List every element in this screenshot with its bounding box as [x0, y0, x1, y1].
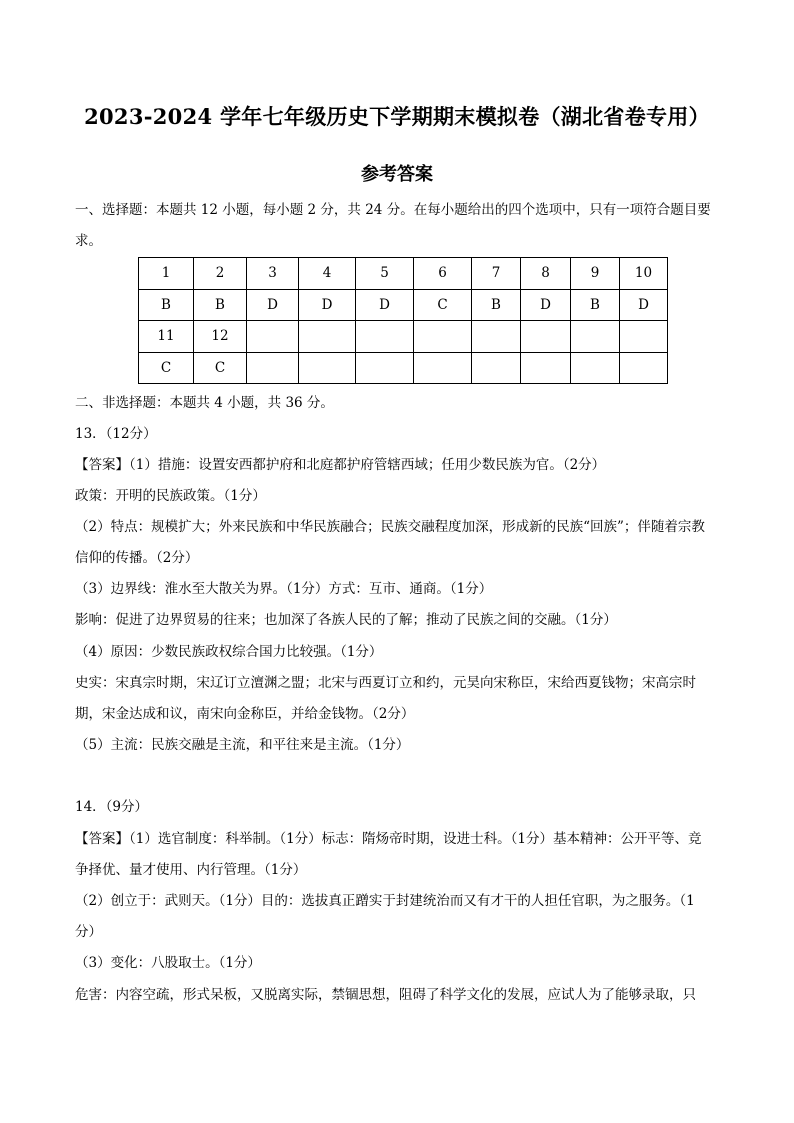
- q14-line3: （2）创立于：武则天。（1分）目的：选拔真正蹭实于封建统治而又有才干的人担任官职，为之服务。（1: [75, 893, 695, 909]
- answer-table-cell: [472, 352, 521, 384]
- answer-table-cell: D: [620, 289, 668, 321]
- answer-table-cell: [247, 321, 299, 353]
- answer-table-cell: [521, 352, 571, 384]
- q13-line6: 影响：促进了边界贸易的往来；也加深了各族人民的了解；推动了民族之间的交融。（1分）: [75, 612, 617, 628]
- answer-table: [138, 257, 668, 384]
- answer-table-row: [139, 352, 668, 384]
- answer-table-cell: [472, 321, 521, 353]
- page-title: 2023-2024 学年七年级历史下学期期末模拟卷（湖北省卷专用）: [84, 104, 710, 129]
- answer-table-cell: [521, 321, 571, 353]
- answer-table-cell: [356, 352, 414, 384]
- answer-table-cell: 2: [194, 258, 247, 290]
- q14-line6: 危害：内容空疏，形式呆板，又脱离实际，禁锢思想，阻碍了科学文化的发展，应试人为了能够录取，只: [75, 987, 696, 1003]
- answer-table-cell: [247, 352, 299, 384]
- q13-number: 13．（12分）: [75, 426, 157, 442]
- answer-table-cell: [299, 352, 356, 384]
- answer-table-cell: 11: [139, 321, 194, 353]
- answer-table-cell: 9: [571, 258, 620, 290]
- q13-line10: （5）主流：民族交融是主流，和平往来是主流。（1分）: [75, 737, 410, 753]
- answer-table-cell: 7: [472, 258, 521, 290]
- answer-table-cell: [571, 321, 620, 353]
- answer-table-cell: [620, 352, 668, 384]
- page-subtitle: 参考答案: [361, 164, 433, 185]
- q13-line7: （4）原因：少数民族政权综合国力比较强。（1分）: [75, 644, 383, 660]
- answer-table-cell: [620, 321, 668, 353]
- answer-table-cell: [414, 352, 472, 384]
- q13-line8: 史实：宋真宗时期，宋辽订立澶渊之盟；北宋与西夏订立和约，元昊向宋称臣，宋给西夏钱物；宋高宗时: [75, 675, 696, 691]
- answer-table-cell: 5: [356, 258, 414, 290]
- answer-table-cell: B: [194, 289, 247, 321]
- answer-table-cell: D: [247, 289, 299, 321]
- answer-table-cell: [299, 321, 356, 353]
- answer-table-cell: D: [299, 289, 356, 321]
- answer-table-cell: C: [194, 352, 247, 384]
- q13-line9: 期，宋金达成和议，南宋向金称臣，并给金钱物。（2分）: [75, 706, 415, 722]
- answer-table-cell: 8: [521, 258, 571, 290]
- q13-line4: 信仰的传播。（2分）: [75, 550, 199, 566]
- answer-table-row: [139, 321, 668, 353]
- answer-table-cell: 4: [299, 258, 356, 290]
- answer-table-cell: D: [356, 289, 414, 321]
- answer-table-row: [139, 258, 668, 290]
- section1-instruction-line1: 一、选择题：本题共 12 小题，每小题 2 分，共 24 分。在每小题给出的四个选项中，只有一项符合题目要: [75, 202, 711, 218]
- answer-table-cell: 3: [247, 258, 299, 290]
- answer-table-cell: C: [139, 352, 194, 384]
- answer-table-cell: 1: [139, 258, 194, 290]
- q13-line2: 政策：开明的民族政策。（1分）: [75, 488, 266, 504]
- q13-line3: （2）特点：规模扩大；外来民族和中华民族融合；民族交融程度加深，形成新的民族“回族”；伴随着宗教: [75, 519, 705, 535]
- answer-table-cell: B: [472, 289, 521, 321]
- answer-table-cell: 10: [620, 258, 668, 290]
- q14-line2: 争择优、量才使用、内行管理。（1分）: [75, 862, 307, 878]
- section1-instruction-line2: 求。: [75, 233, 102, 249]
- answer-table-cell: 12: [194, 321, 247, 353]
- q14-line5: （3）变化：八股取士。（1分）: [75, 955, 261, 971]
- answer-table-cell: D: [521, 289, 571, 321]
- q13-line1: 【答案】（1）措施：设置安西都护府和北庭都护府管辖西域；任用少数民族为官。（2分）: [75, 457, 606, 473]
- q14-line1: 【答案】（1）选官制度：科举制。（1分）标志：隋炀帝时期，设进士科。（1分）基本精神：公开平等、竞: [75, 831, 702, 847]
- answer-table-cell: 6: [414, 258, 472, 290]
- q13-line5: （3）边界线：淮水至大散关为界。（1分）方式：互市、通商。（1分）: [75, 581, 493, 597]
- answer-table-cell: [414, 321, 472, 353]
- q14-line4: 分）: [75, 924, 102, 940]
- answer-table-cell: B: [571, 289, 620, 321]
- answer-table-cell: [571, 352, 620, 384]
- answer-table-row: [139, 289, 668, 321]
- answer-table-cell: B: [139, 289, 194, 321]
- section2-heading: 二、非选择题：本题共 4 小题，共 36 分。: [75, 395, 334, 411]
- answer-table-cell: [356, 321, 414, 353]
- q14-number: 14．（9分）: [75, 799, 149, 815]
- answer-table-cell: C: [414, 289, 472, 321]
